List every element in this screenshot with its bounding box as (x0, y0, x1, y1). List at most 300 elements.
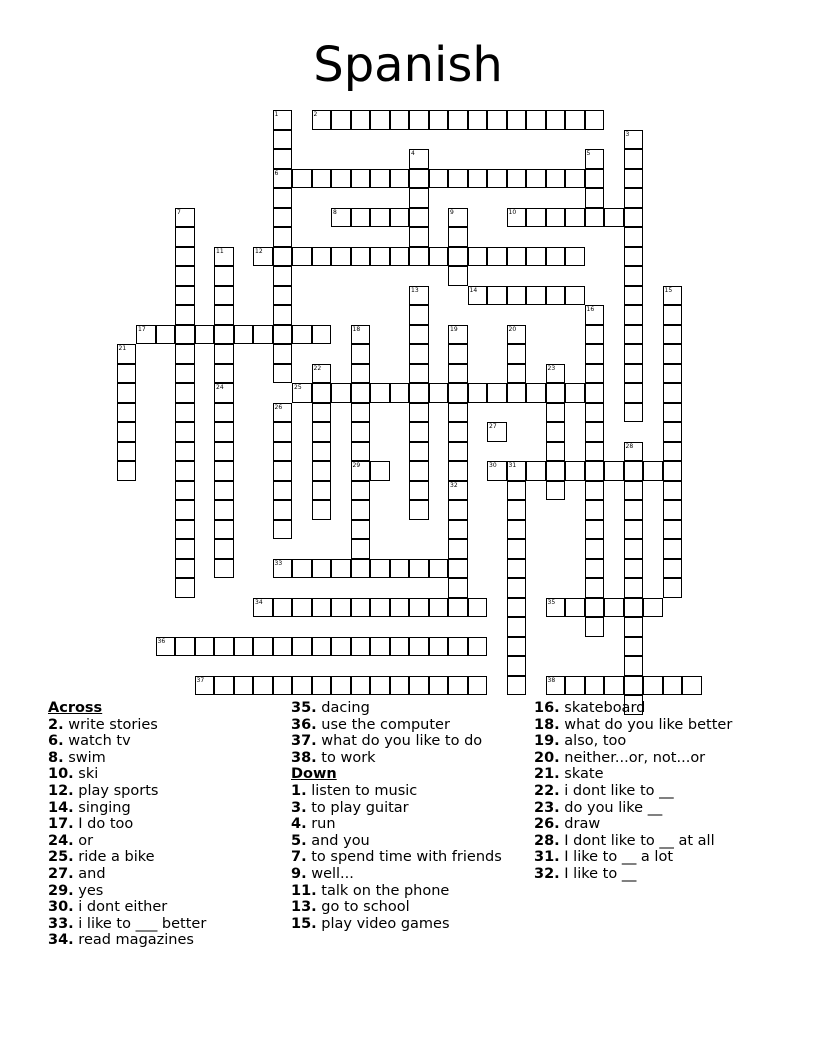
grid-cell[interactable] (565, 247, 585, 267)
grid-cell[interactable] (663, 442, 683, 462)
grid-cell[interactable] (448, 266, 468, 286)
grid-cell[interactable] (175, 520, 195, 540)
grid-cell[interactable] (273, 188, 293, 208)
grid-cell[interactable] (312, 461, 332, 481)
grid-cell[interactable] (292, 169, 312, 189)
grid-cell[interactable] (585, 578, 605, 598)
grid-cell[interactable] (351, 559, 371, 579)
grid-cell[interactable] (214, 266, 234, 286)
grid-cell[interactable] (292, 559, 312, 579)
grid-cell[interactable] (273, 325, 293, 345)
grid-cell[interactable] (624, 344, 644, 364)
grid-cell[interactable] (624, 169, 644, 189)
grid-cell[interactable] (663, 500, 683, 520)
grid-cell[interactable] (214, 559, 234, 579)
grid-cell[interactable] (507, 598, 527, 618)
grid-cell[interactable] (253, 598, 273, 618)
grid-cell[interactable] (565, 383, 585, 403)
grid-cell[interactable] (585, 442, 605, 462)
grid-cell[interactable] (663, 403, 683, 423)
grid-cell[interactable] (585, 305, 605, 325)
grid-cell[interactable] (273, 481, 293, 501)
grid-cell[interactable] (624, 481, 644, 501)
grid-cell[interactable] (487, 110, 507, 130)
grid-cell[interactable] (273, 169, 293, 189)
grid-cell[interactable] (273, 422, 293, 442)
grid-cell[interactable] (409, 403, 429, 423)
grid-cell[interactable] (663, 422, 683, 442)
grid-cell[interactable] (351, 364, 371, 384)
grid-cell[interactable] (409, 383, 429, 403)
grid-cell[interactable] (585, 110, 605, 130)
grid-cell[interactable] (526, 461, 546, 481)
grid-cell[interactable] (117, 344, 137, 364)
grid-cell[interactable] (507, 286, 527, 306)
grid-cell[interactable] (195, 637, 215, 657)
grid-cell[interactable] (546, 247, 566, 267)
grid-cell[interactable] (214, 383, 234, 403)
grid-cell[interactable] (624, 617, 644, 637)
grid-cell[interactable] (331, 598, 351, 618)
grid-cell[interactable] (624, 442, 644, 462)
grid-cell[interactable] (507, 481, 527, 501)
grid-cell[interactable] (253, 676, 273, 696)
grid-cell[interactable] (409, 442, 429, 462)
grid-cell[interactable] (448, 364, 468, 384)
grid-cell[interactable] (409, 188, 429, 208)
grid-cell[interactable] (175, 637, 195, 657)
grid-cell[interactable] (507, 364, 527, 384)
grid-cell[interactable] (214, 344, 234, 364)
grid-cell[interactable] (507, 676, 527, 696)
grid-cell[interactable] (663, 364, 683, 384)
grid-cell[interactable] (175, 403, 195, 423)
grid-cell[interactable] (214, 637, 234, 657)
grid-cell[interactable] (312, 481, 332, 501)
grid-cell[interactable] (448, 344, 468, 364)
grid-cell[interactable] (624, 578, 644, 598)
grid-cell[interactable] (273, 364, 293, 384)
grid-cell[interactable] (312, 598, 332, 618)
grid-cell[interactable] (273, 305, 293, 325)
grid-cell[interactable] (117, 364, 137, 384)
grid-cell[interactable] (624, 130, 644, 150)
grid-cell[interactable] (507, 617, 527, 637)
grid-cell[interactable] (175, 539, 195, 559)
grid-cell[interactable] (390, 247, 410, 267)
grid-cell[interactable] (117, 383, 137, 403)
grid-cell[interactable] (214, 481, 234, 501)
grid-cell[interactable] (409, 461, 429, 481)
grid-cell[interactable] (292, 676, 312, 696)
grid-cell[interactable] (370, 676, 390, 696)
grid-cell[interactable] (468, 637, 488, 657)
grid-cell[interactable] (565, 208, 585, 228)
grid-cell[interactable] (351, 110, 371, 130)
grid-cell[interactable] (351, 500, 371, 520)
grid-cell[interactable] (663, 325, 683, 345)
grid-cell[interactable] (273, 266, 293, 286)
grid-cell[interactable] (663, 578, 683, 598)
grid-cell[interactable] (526, 383, 546, 403)
grid-cell[interactable] (624, 227, 644, 247)
grid-cell[interactable] (273, 403, 293, 423)
grid-cell[interactable] (351, 247, 371, 267)
grid-cell[interactable] (409, 110, 429, 130)
grid-cell[interactable] (312, 169, 332, 189)
grid-cell[interactable] (331, 676, 351, 696)
grid-cell[interactable] (624, 676, 644, 696)
grid-cell[interactable] (663, 481, 683, 501)
grid-cell[interactable] (507, 325, 527, 345)
grid-cell[interactable] (585, 403, 605, 423)
grid-cell[interactable] (429, 598, 449, 618)
grid-cell[interactable] (663, 559, 683, 579)
grid-cell[interactable] (273, 559, 293, 579)
grid-cell[interactable] (448, 442, 468, 462)
grid-cell[interactable] (175, 227, 195, 247)
grid-cell[interactable] (409, 169, 429, 189)
grid-cell[interactable] (487, 286, 507, 306)
grid-cell[interactable] (175, 461, 195, 481)
grid-cell[interactable] (409, 247, 429, 267)
grid-cell[interactable] (448, 481, 468, 501)
grid-cell[interactable] (526, 286, 546, 306)
grid-cell[interactable] (624, 598, 644, 618)
grid-cell[interactable] (565, 286, 585, 306)
grid-cell[interactable] (214, 325, 234, 345)
grid-cell[interactable] (507, 656, 527, 676)
grid-cell[interactable] (390, 169, 410, 189)
grid-cell[interactable] (312, 559, 332, 579)
grid-cell[interactable] (351, 676, 371, 696)
grid-cell[interactable] (370, 208, 390, 228)
grid-cell[interactable] (507, 208, 527, 228)
grid-cell[interactable] (351, 169, 371, 189)
grid-cell[interactable] (585, 598, 605, 618)
grid-cell[interactable] (175, 500, 195, 520)
grid-cell[interactable] (214, 539, 234, 559)
grid-cell[interactable] (253, 325, 273, 345)
grid-cell[interactable] (565, 461, 585, 481)
grid-cell[interactable] (429, 383, 449, 403)
grid-cell[interactable] (624, 208, 644, 228)
grid-cell[interactable] (292, 383, 312, 403)
grid-cell[interactable] (175, 266, 195, 286)
grid-cell[interactable] (273, 598, 293, 618)
grid-cell[interactable] (663, 344, 683, 364)
grid-cell[interactable] (409, 422, 429, 442)
grid-cell[interactable] (234, 676, 254, 696)
grid-cell[interactable] (507, 578, 527, 598)
grid-cell[interactable] (585, 208, 605, 228)
grid-cell[interactable] (370, 247, 390, 267)
grid-cell[interactable] (507, 461, 527, 481)
grid-cell[interactable] (175, 247, 195, 267)
grid-cell[interactable] (448, 383, 468, 403)
grid-cell[interactable] (585, 500, 605, 520)
grid-cell[interactable] (214, 676, 234, 696)
grid-cell[interactable] (214, 500, 234, 520)
grid-cell[interactable] (117, 442, 137, 462)
grid-cell[interactable] (663, 539, 683, 559)
grid-cell[interactable] (214, 422, 234, 442)
grid-cell[interactable] (468, 110, 488, 130)
grid-cell[interactable] (624, 305, 644, 325)
grid-cell[interactable] (663, 383, 683, 403)
grid-cell[interactable] (370, 559, 390, 579)
grid-cell[interactable] (624, 383, 644, 403)
grid-cell[interactable] (370, 598, 390, 618)
grid-cell[interactable] (663, 286, 683, 306)
grid-cell[interactable] (429, 247, 449, 267)
grid-cell[interactable] (214, 305, 234, 325)
grid-cell[interactable] (429, 169, 449, 189)
grid-cell[interactable] (409, 149, 429, 169)
grid-cell[interactable] (351, 442, 371, 462)
grid-cell[interactable] (585, 364, 605, 384)
grid-cell[interactable] (175, 286, 195, 306)
grid-cell[interactable] (409, 481, 429, 501)
grid-cell[interactable] (546, 422, 566, 442)
grid-cell[interactable] (663, 676, 683, 696)
grid-cell[interactable] (409, 208, 429, 228)
grid-cell[interactable] (487, 422, 507, 442)
grid-cell[interactable] (448, 578, 468, 598)
grid-cell[interactable] (546, 169, 566, 189)
grid-cell[interactable] (175, 208, 195, 228)
grid-cell[interactable] (214, 286, 234, 306)
grid-cell[interactable] (468, 247, 488, 267)
grid-cell[interactable] (468, 286, 488, 306)
grid-cell[interactable] (312, 364, 332, 384)
grid-cell[interactable] (292, 598, 312, 618)
grid-cell[interactable] (526, 208, 546, 228)
grid-cell[interactable] (331, 383, 351, 403)
grid-cell[interactable] (370, 383, 390, 403)
grid-cell[interactable] (468, 598, 488, 618)
grid-cell[interactable] (624, 500, 644, 520)
grid-cell[interactable] (507, 383, 527, 403)
grid-cell[interactable] (604, 208, 624, 228)
grid-cell[interactable] (604, 461, 624, 481)
grid-cell[interactable] (604, 598, 624, 618)
grid-cell[interactable] (448, 461, 468, 481)
grid-cell[interactable] (585, 559, 605, 579)
grid-cell[interactable] (214, 442, 234, 462)
grid-cell[interactable] (136, 325, 156, 345)
grid-cell[interactable] (507, 247, 527, 267)
grid-cell[interactable] (312, 637, 332, 657)
grid-cell[interactable] (273, 208, 293, 228)
grid-cell[interactable] (429, 110, 449, 130)
grid-cell[interactable] (292, 637, 312, 657)
grid-cell[interactable] (546, 461, 566, 481)
grid-cell[interactable] (253, 247, 273, 267)
grid-cell[interactable] (409, 344, 429, 364)
grid-cell[interactable] (390, 559, 410, 579)
grid-cell[interactable] (175, 442, 195, 462)
grid-cell[interactable] (370, 461, 390, 481)
grid-cell[interactable] (546, 676, 566, 696)
grid-cell[interactable] (448, 208, 468, 228)
grid-cell[interactable] (448, 422, 468, 442)
grid-cell[interactable] (312, 325, 332, 345)
grid-cell[interactable] (624, 266, 644, 286)
grid-cell[interactable] (409, 676, 429, 696)
grid-cell[interactable] (585, 481, 605, 501)
grid-cell[interactable] (409, 559, 429, 579)
grid-cell[interactable] (390, 676, 410, 696)
grid-cell[interactable] (351, 481, 371, 501)
grid-cell[interactable] (624, 520, 644, 540)
grid-cell[interactable] (448, 559, 468, 579)
grid-cell[interactable] (312, 247, 332, 267)
grid-cell[interactable] (507, 539, 527, 559)
grid-cell[interactable] (526, 247, 546, 267)
grid-cell[interactable] (409, 325, 429, 345)
grid-cell[interactable] (468, 383, 488, 403)
grid-cell[interactable] (643, 598, 663, 618)
grid-cell[interactable] (175, 578, 195, 598)
grid-cell[interactable] (312, 403, 332, 423)
grid-cell[interactable] (585, 169, 605, 189)
grid-cell[interactable] (643, 461, 663, 481)
grid-cell[interactable] (292, 247, 312, 267)
grid-cell[interactable] (585, 539, 605, 559)
grid-cell[interactable] (175, 325, 195, 345)
grid-cell[interactable] (351, 520, 371, 540)
grid-cell[interactable] (585, 422, 605, 442)
grid-cell[interactable] (663, 305, 683, 325)
grid-cell[interactable] (409, 227, 429, 247)
grid-cell[interactable] (624, 461, 644, 481)
grid-cell[interactable] (643, 676, 663, 696)
grid-cell[interactable] (487, 169, 507, 189)
grid-cell[interactable] (507, 110, 527, 130)
grid-cell[interactable] (546, 208, 566, 228)
grid-cell[interactable] (585, 325, 605, 345)
grid-cell[interactable] (409, 286, 429, 306)
grid-cell[interactable] (624, 247, 644, 267)
grid-cell[interactable] (546, 481, 566, 501)
grid-cell[interactable] (273, 676, 293, 696)
grid-cell[interactable] (448, 598, 468, 618)
grid-cell[interactable] (546, 403, 566, 423)
grid-cell[interactable] (351, 637, 371, 657)
grid-cell[interactable] (117, 403, 137, 423)
grid-cell[interactable] (312, 110, 332, 130)
grid-cell[interactable] (292, 325, 312, 345)
grid-cell[interactable] (214, 520, 234, 540)
grid-cell[interactable] (585, 676, 605, 696)
grid-cell[interactable] (370, 169, 390, 189)
grid-cell[interactable] (390, 637, 410, 657)
grid-cell[interactable] (448, 637, 468, 657)
grid-cell[interactable] (331, 247, 351, 267)
grid-cell[interactable] (351, 422, 371, 442)
grid-cell[interactable] (487, 383, 507, 403)
grid-cell[interactable] (370, 637, 390, 657)
grid-cell[interactable] (273, 442, 293, 462)
grid-cell[interactable] (448, 247, 468, 267)
grid-cell[interactable] (624, 325, 644, 345)
grid-cell[interactable] (507, 500, 527, 520)
grid-cell[interactable] (351, 461, 371, 481)
grid-cell[interactable] (585, 344, 605, 364)
grid-cell[interactable] (273, 461, 293, 481)
grid-cell[interactable] (351, 208, 371, 228)
grid-cell[interactable] (312, 422, 332, 442)
grid-cell[interactable] (409, 500, 429, 520)
grid-cell[interactable] (234, 637, 254, 657)
grid-cell[interactable] (429, 637, 449, 657)
grid-cell[interactable] (448, 110, 468, 130)
grid-cell[interactable] (585, 461, 605, 481)
grid-cell[interactable] (448, 325, 468, 345)
grid-cell[interactable] (331, 637, 351, 657)
grid-cell[interactable] (429, 676, 449, 696)
grid-cell[interactable] (448, 520, 468, 540)
grid-cell[interactable] (663, 461, 683, 481)
grid-cell[interactable] (624, 539, 644, 559)
grid-cell[interactable] (409, 364, 429, 384)
grid-cell[interactable] (351, 403, 371, 423)
grid-cell[interactable] (117, 422, 137, 442)
grid-cell[interactable] (273, 500, 293, 520)
grid-cell[interactable] (429, 559, 449, 579)
grid-cell[interactable] (565, 676, 585, 696)
grid-cell[interactable] (156, 637, 176, 657)
grid-cell[interactable] (624, 188, 644, 208)
grid-cell[interactable] (624, 286, 644, 306)
grid-cell[interactable] (273, 286, 293, 306)
grid-cell[interactable] (214, 364, 234, 384)
grid-cell[interactable] (448, 500, 468, 520)
grid-cell[interactable] (175, 344, 195, 364)
grid-cell[interactable] (273, 247, 293, 267)
grid-cell[interactable] (585, 383, 605, 403)
grid-cell[interactable] (273, 149, 293, 169)
grid-cell[interactable] (682, 676, 702, 696)
grid-cell[interactable] (312, 500, 332, 520)
grid-cell[interactable] (585, 188, 605, 208)
grid-cell[interactable] (663, 520, 683, 540)
grid-cell[interactable] (624, 149, 644, 169)
grid-cell[interactable] (175, 364, 195, 384)
grid-cell[interactable] (195, 325, 215, 345)
grid-cell[interactable] (507, 637, 527, 657)
grid-cell[interactable] (526, 169, 546, 189)
grid-cell[interactable] (409, 637, 429, 657)
grid-cell[interactable] (214, 247, 234, 267)
grid-cell[interactable] (175, 481, 195, 501)
grid-cell[interactable] (507, 520, 527, 540)
grid-cell[interactable] (117, 461, 137, 481)
grid-cell[interactable] (624, 559, 644, 579)
grid-cell[interactable] (585, 520, 605, 540)
grid-cell[interactable] (331, 559, 351, 579)
grid-cell[interactable] (195, 676, 215, 696)
grid-cell[interactable] (604, 676, 624, 696)
grid-cell[interactable] (546, 383, 566, 403)
grid-cell[interactable] (468, 676, 488, 696)
grid-cell[interactable] (546, 364, 566, 384)
grid-cell[interactable] (526, 110, 546, 130)
grid-cell[interactable] (331, 169, 351, 189)
grid-cell[interactable] (585, 149, 605, 169)
grid-cell[interactable] (507, 559, 527, 579)
